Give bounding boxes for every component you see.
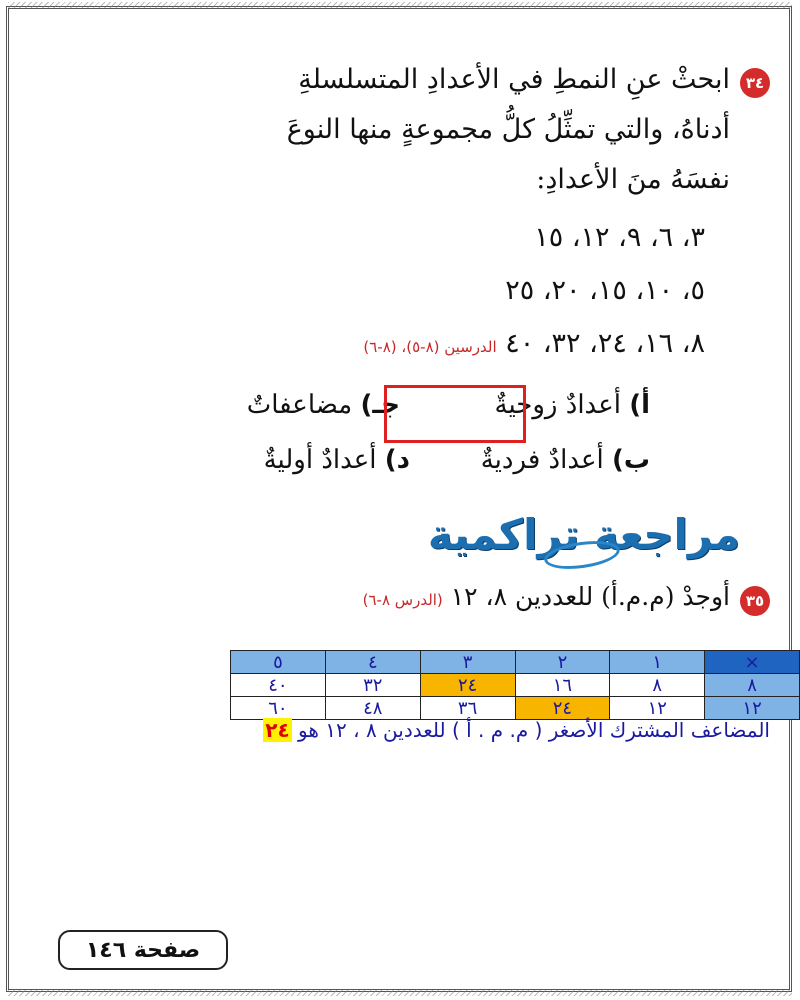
question-35-text <box>363 582 730 611</box>
choice-d[interactable] <box>264 445 410 475</box>
answer-text: المضاعف المشترك الأصغر ( م. م . أ ) للعددين ٨ ، ١٢ هو <box>298 718 770 742</box>
page-number-label: صفحة ١٤٦ <box>58 930 228 970</box>
sequence-2: ٥، ١٠، ١٥، ٢٠، ٢٥ <box>505 275 705 306</box>
table-cell: ١٦ <box>515 674 610 697</box>
q35-prompt: أوجدْ (م.م.أ) للعددين ٨، ١٢ <box>450 582 730 611</box>
sequence-3 <box>363 328 705 359</box>
table-header-row <box>231 651 800 674</box>
sequence-3-values: ٨، ١٦، ٢٤، ٣٢، ٤٠ <box>505 328 705 359</box>
table-cell: ٦٠ <box>231 697 326 720</box>
review-title: مراجعة تراكمية <box>427 510 740 559</box>
answer-line <box>263 718 770 742</box>
answer-highlight-box <box>384 385 526 443</box>
lesson-ref-35: (الدرس ٨-٦) <box>362 591 443 609</box>
choice-b[interactable] <box>481 445 650 475</box>
choice-a-letter: أ) <box>629 390 650 420</box>
choice-a-text: أعدادٌ زوجيةٌ <box>494 390 621 420</box>
header-cell: ١ <box>610 651 705 674</box>
header-cell: ٤ <box>325 651 420 674</box>
multiples-table <box>230 650 800 720</box>
times-cell: × <box>705 651 800 674</box>
table-row <box>231 674 800 697</box>
sequence-1: ٣، ٦، ٩، ١٢، ١٥ <box>534 222 705 253</box>
header-cell: ٢ <box>515 651 610 674</box>
lesson-ref-34: الدرسين (٨-٥)، (٨-٦) <box>363 338 497 356</box>
table-cell-highlighted: ٢٤ <box>420 674 515 697</box>
question-34-badge: ٣٤ <box>740 68 770 98</box>
choice-d-letter: د) <box>384 445 410 475</box>
answer-value: ٢٤ <box>265 718 290 742</box>
question-34-text <box>110 55 730 205</box>
row-label: ٨ <box>705 674 800 697</box>
table-cell-highlighted: ٢٤ <box>515 697 610 720</box>
q34-line-1: ابحثْ عنِ النمطِ في الأعدادِ المتسلسلةِ <box>298 64 730 95</box>
table-cell: ١٢ <box>610 697 705 720</box>
bottom-decor <box>8 990 792 996</box>
choice-d-text: أعدادٌ أوليةٌ <box>263 445 377 475</box>
table-cell: ٨ <box>610 674 705 697</box>
table-cell: ٣٢ <box>325 674 420 697</box>
table-cell: ٣٦ <box>420 697 515 720</box>
table-cell: ٤٨ <box>325 697 420 720</box>
q34-line-3: نفسَهُ منَ الأعدادِ: <box>536 164 730 195</box>
header-cell: ٣ <box>420 651 515 674</box>
question-35-badge: ٣٥ <box>740 586 770 616</box>
header-cell: ٥ <box>231 651 326 674</box>
choice-c[interactable] <box>247 390 400 420</box>
table-cell: ٤٠ <box>231 674 326 697</box>
top-decor <box>8 2 792 8</box>
table-row <box>231 697 800 720</box>
choice-b-text: أعدادٌ فرديةٌ <box>480 445 604 475</box>
choice-c-letter: جـ) <box>360 390 400 420</box>
choice-c-text: مضاعفاتٌ <box>246 390 353 420</box>
row-label: ١٢ <box>705 697 800 720</box>
q34-line-2: أدناهُ، والتي تمثِّلُ كلُّ مجموعةٍ منها النوعَ <box>286 114 730 145</box>
choice-b-letter: ب) <box>611 445 650 475</box>
